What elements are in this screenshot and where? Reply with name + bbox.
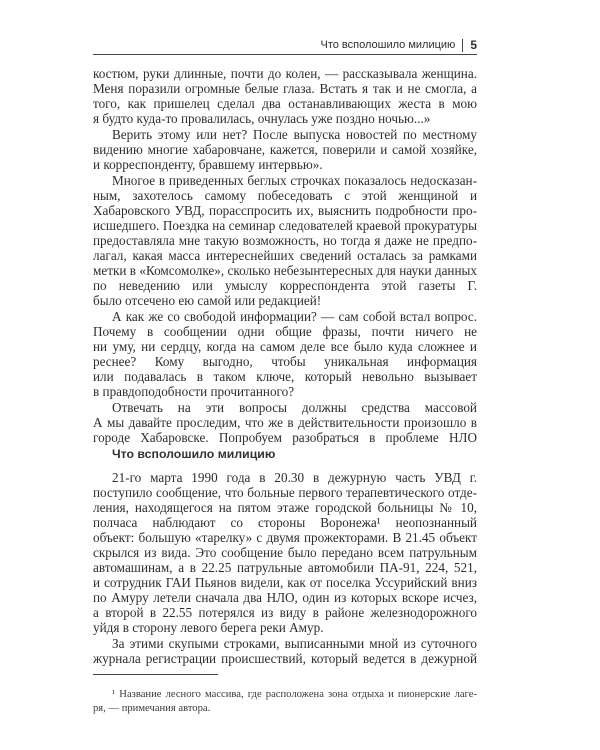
footnote xyxy=(93,688,477,716)
text-line: а второй в 22.55 потерялся из виду в районе железнодорожного xyxy=(93,605,477,620)
text-line: Отвечать на эти вопросы должны средства массовой xyxy=(112,400,477,415)
text-line: поступило сообщение, что больные первого терапевтического отде- xyxy=(93,485,477,500)
text-line: того, как пришелец сделал два останавливающих жеста в мою xyxy=(93,96,477,111)
text-line: по Амуру летели сначала два НЛО, один из которых вскоре исчез, xyxy=(93,590,477,605)
text-line: и сотрудник ГАИ Пьянов видели, как от поселка Уссурийский вниз xyxy=(93,575,477,590)
text-line: реснее? Кому выгодно, чтобы уникальная информация xyxy=(93,354,477,369)
footnote-line: ря, — примечания автора. xyxy=(93,703,211,714)
paragraph xyxy=(93,309,477,399)
text-line: по неведению или умыслу корреспондента этой газеты Г. xyxy=(93,278,477,293)
text-line: А как же со свободой информации? — сам собой встал вопрос. xyxy=(112,309,477,324)
text-line: было отсечено ею самой или редакцией! xyxy=(93,293,322,308)
footnote-divider xyxy=(93,674,218,675)
text-line: За этими скупыми строками, выписанными мной из суточного xyxy=(112,636,477,651)
paragraph xyxy=(93,400,477,445)
paragraph xyxy=(93,66,477,126)
section-heading: Что всполошило милицию xyxy=(112,447,276,461)
body-text-section-2 xyxy=(93,470,477,667)
footnote-line: ¹ Название лесного массива, где расположена зона отдыха и пионерские лаге- xyxy=(112,689,477,700)
text-line: костюм, руки длинные, почти до колен, — рассказывала женщина. xyxy=(93,66,477,81)
text-line: метки в «Комсомолке», сколько небезынтересных для науки данных xyxy=(93,263,477,278)
text-line: и корреспонденту, бравшему интервью». xyxy=(93,157,323,172)
text-line: ления, находящегося на пятом этаже городской больницы № 10, xyxy=(93,500,477,515)
text-line: я будто куда-то провалилась, очнулась уже поздно ночью...» xyxy=(93,111,431,126)
text-line: городе Хабаровске. Попробуем разобраться в проблеме НЛО xyxy=(93,430,477,445)
paragraph xyxy=(93,173,477,308)
text-line: скрылся из вида. Это сообщение было передано всем патрульным xyxy=(93,545,477,560)
text-line: или подавалась в таком ключе, который невольно вызывает xyxy=(93,369,477,384)
text-line: ни уму, ни сердцу, когда на самом деле все было куда сложнее и xyxy=(93,339,477,354)
text-line: предоставляла мне такую возможность, но тогда я даже не предпо- xyxy=(93,233,477,248)
text-line: лагал, какая масса интереснейших сведений осталась за рамками xyxy=(93,248,477,263)
header-separator xyxy=(462,39,463,52)
paragraph xyxy=(93,636,477,666)
page-number: 5 xyxy=(470,38,477,52)
running-title: Что всполошило милицию xyxy=(320,39,456,51)
text-line: Почему в сообщении одни общие фразы, почти ничего не xyxy=(93,324,477,339)
text-line: журнала регистрации происшествий, который ведется в дежурной xyxy=(93,651,477,666)
text-line: видению многие хабаровчане, кажется, поверили и самой хозяйке, xyxy=(93,142,477,157)
body-text-section-1 xyxy=(93,66,477,446)
text-line: Верить этому или нет? После выпуска новостей по местному xyxy=(112,127,477,142)
text-line: в правдоподобности прочитанного? xyxy=(93,384,295,399)
text-line: Меня поразили огромные белые глаза. Встать я так и не смогла, а xyxy=(93,81,477,96)
running-header xyxy=(93,36,477,55)
paragraph xyxy=(93,470,477,635)
paragraph xyxy=(93,127,477,172)
text-line: полчаса наблюдают со стороны Воронежа¹ неопознанный xyxy=(93,515,477,530)
text-line: Хабаровского УВД, порасспросить их, выяснить подробности про- xyxy=(93,203,477,218)
text-line: 21-го марта 1990 года в 20.30 в дежурную часть УВД г. xyxy=(112,470,477,485)
text-line: Многое в приведенных беглых строчках показалось недосказан- xyxy=(112,173,477,188)
text-line: исшедшего. Поездка на семинар следователей краевой прокуратуры xyxy=(93,218,477,233)
text-line: А мы давайте проследим, что же в действительности произошло в xyxy=(93,415,477,430)
text-line: уйдя в сторону левого берега реки Амур. xyxy=(93,620,324,635)
text-line: ным, захотелось самому побеседовать с этой женщиной и xyxy=(93,188,477,203)
text-line: автомашинам, а в 22.25 патрульные автомобили ПА-91, 224, 521, xyxy=(93,560,477,575)
text-line: объект: большую «тарелку» с двумя прожекторами. В 21.45 объект xyxy=(93,530,477,545)
